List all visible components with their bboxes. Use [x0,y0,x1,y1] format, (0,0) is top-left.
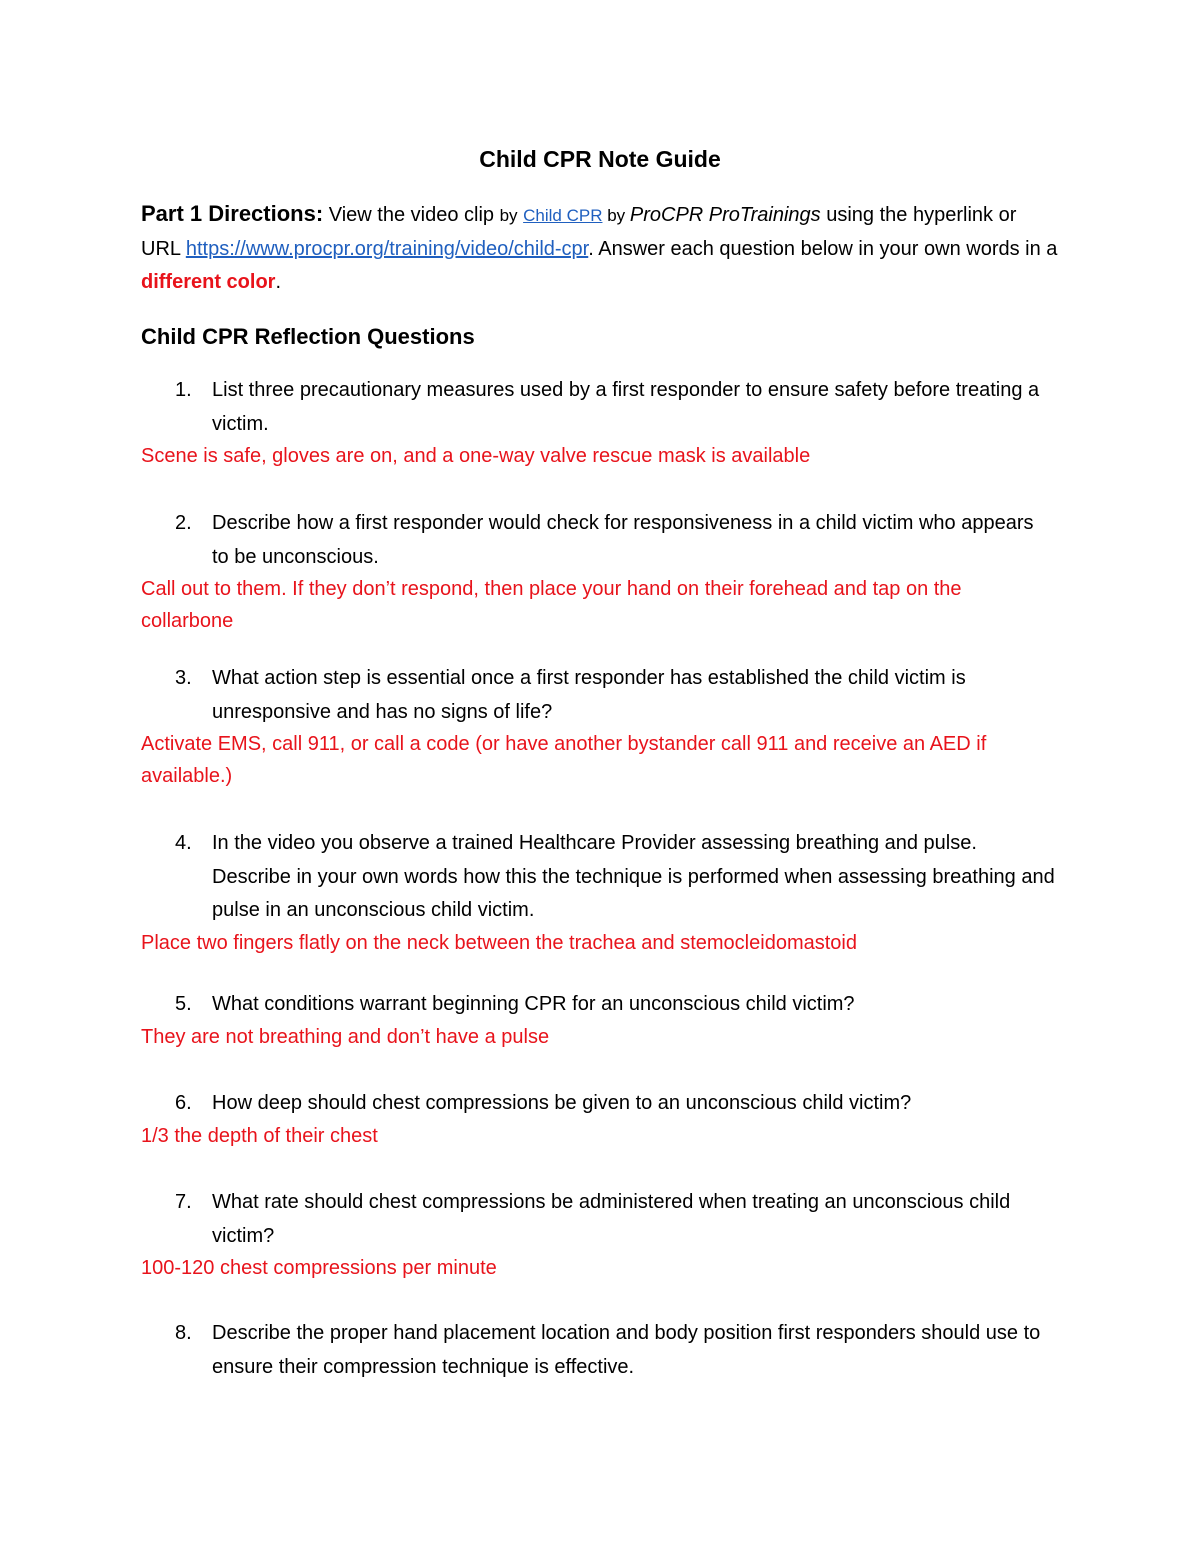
directions-author: ProCPR ProTrainings [629,204,821,226]
question-body: What conditions warrant beginning CPR for an unconscious child victim? [212,993,855,1015]
directions-text-1: View the video clip [323,204,500,226]
question-text [175,1186,1055,1253]
question-number: 2. [175,512,192,534]
question-body: What action step is essential once a first responder has established the child victim is unresponsive and has no signs of life? [212,667,966,723]
question-number: 6. [175,1092,192,1114]
question-number: 8. [175,1322,192,1344]
directions-paragraph [141,197,1061,300]
question-number: 4. [175,832,192,854]
question-body: List three precautionary measures used by a first responder to ensure safety before treating a victim. [212,379,1040,435]
question-text [175,1087,1055,1121]
page-title: Child CPR Note Guide [479,146,721,172]
question-body: Describe the proper hand placement location and body position first responders should use to ensure their compression technique is effective. [212,1322,1041,1378]
question-number: 7. [175,1191,192,1213]
question-number: 5. [175,993,192,1015]
question-block [0,662,1200,792]
question-block [0,1317,1200,1384]
answer-text: Scene is safe, gloves are on, and a one-way valve rescue mask is available [141,445,811,467]
question-text [175,1317,1055,1384]
video-title-link[interactable]: Child CPR [523,206,603,225]
section-heading: Child CPR Reflection Questions [141,324,475,349]
answer-text: Activate EMS, call 911, or call a code (or have another bystander call 911 and receive an AED if available.) [141,733,987,787]
question-block [0,827,1200,959]
directions-lead: Part 1 Directions: [141,201,324,226]
directions-by-2: by [602,206,630,225]
directions-emphasis: different color [141,271,276,293]
question-text [175,507,1055,574]
directions-text-3: . Answer each question below in your own words in a [588,237,1058,260]
question-block [0,1087,1200,1152]
answer-text: 100-120 chest compressions per minute [141,1257,497,1279]
directions-text-4: . [275,271,282,293]
directions-text-2: using the hyperlink or URL [141,204,1017,260]
question-block [0,1186,1200,1285]
question-block [0,374,1200,473]
question-block [0,507,1200,637]
question-body: Describe how a first responder would check for responsiveness in a child victim who appears to be unconscious. [212,512,1034,568]
answer-text: 1/3 the depth of their chest [141,1124,378,1147]
video-url-link[interactable]: https://www.procpr.org/training/video/child-cpr [185,237,589,260]
question-text [175,662,1055,729]
question-number: 1. [175,379,192,401]
question-number: 3. [175,667,192,689]
directions-by-1: by [499,206,518,225]
question-body: In the video you observe a trained Healthcare Provider assessing breathing and pulse. Describe in your own words how this the technique is performed when assessing breathing and pulse in an unconscious child victim. [212,832,1055,921]
answer-text: Call out to them. If they don’t respond, then place your hand on their forehead and tap on the collarbone [141,578,962,632]
answer-text: Place two fingers flatly on the neck between the trachea and stemocleidomastoid [141,931,857,954]
question-text [175,988,1055,1022]
question-body: What rate should chest compressions be administered when treating an unconscious child victim? [212,1191,1011,1247]
question-block [0,988,1200,1053]
answer-text: They are not breathing and don’t have a pulse [141,1025,550,1048]
question-body: How deep should chest compressions be given to an unconscious child victim? [212,1092,912,1114]
question-text [175,827,1055,928]
question-text [175,374,1055,441]
